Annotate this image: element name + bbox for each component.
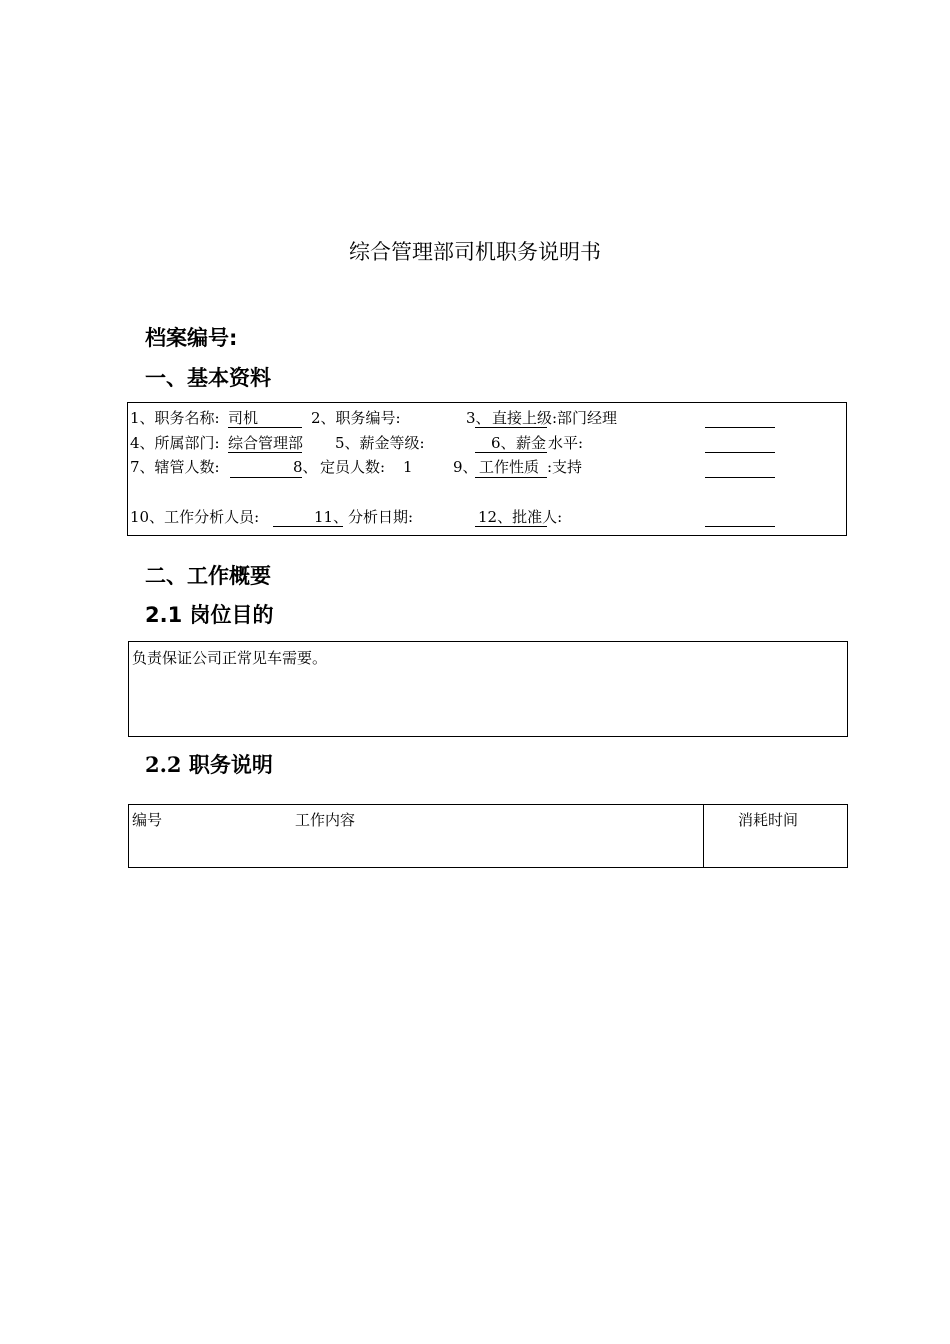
field-analyst-underline	[273, 526, 343, 527]
basic-info-box	[127, 402, 847, 536]
field-job-code-label: 2、职务编号:	[311, 409, 401, 427]
duty-table-header-time: 消耗时间	[738, 811, 799, 829]
field-salary-grade-label: 5、薪金等级:	[335, 434, 425, 452]
field-job-nature-value: :支持	[547, 458, 583, 476]
field-salary-level-number: 6、	[491, 434, 516, 452]
field-supervisor-value: :部门经理	[552, 409, 618, 427]
field-job-nature-label: 工作性质	[479, 458, 540, 476]
duty-table-column-divider	[703, 805, 704, 867]
field-analyst-label: 10、工作分析人员:	[130, 508, 260, 526]
field-blank-underline-2	[705, 452, 775, 453]
field-job-nature-number: 9、	[453, 458, 478, 476]
field-job-title-underline	[228, 427, 302, 428]
field-headcount-value: 1	[403, 458, 413, 476]
field-subordinates-underline	[230, 477, 302, 478]
archive-number-label: 档案编号:	[145, 326, 238, 350]
field-supervisor-underline	[475, 427, 547, 428]
field-department-underline	[228, 452, 302, 453]
field-blank-underline-3	[705, 477, 775, 478]
field-department-label: 4、所属部门:	[130, 434, 220, 452]
section-work-summary-heading: 二、工作概要	[145, 564, 271, 588]
duty-table-header-number: 编号	[132, 811, 163, 829]
field-job-title-value: 司机	[228, 409, 259, 427]
field-analysis-date-label: 分析日期:	[348, 508, 414, 526]
field-analysis-date-number: 11、	[314, 508, 349, 526]
field-headcount-number: 8、	[293, 458, 318, 476]
section-basic-info-heading: 一、基本资料	[145, 366, 271, 390]
field-blank-underline-4	[705, 526, 775, 527]
document-title: 综合管理部司机职务说明书	[349, 240, 601, 264]
position-purpose-text: 负责保证公司正常见车需要。	[132, 649, 328, 667]
section-duty-description-heading: 2.2 职务说明	[145, 752, 273, 777]
field-blank-underline-1	[705, 427, 775, 428]
field-headcount-label: 定员人数:	[320, 458, 386, 476]
field-job-nature-underline	[475, 477, 547, 478]
field-supervisor-number: 3、	[466, 409, 491, 427]
section-position-purpose-heading: 2.1 岗位目的	[145, 603, 274, 627]
field-salary-level-label-a: 薪金	[516, 434, 547, 452]
field-subordinates-label: 7、辖管人数:	[130, 458, 220, 476]
field-supervisor-label: 直接上级	[492, 409, 553, 427]
duty-table	[128, 804, 848, 868]
field-salary-level-label-b: 水平:	[548, 434, 584, 452]
field-approver-label: 12、批准人:	[478, 508, 563, 526]
field-department-value: 综合管理部	[228, 434, 304, 452]
position-purpose-box	[128, 641, 848, 737]
field-job-title-label: 1、职务名称:	[130, 409, 220, 427]
duty-table-header-content: 工作内容	[295, 811, 356, 829]
field-approver-underline	[475, 526, 547, 527]
field-salary-level-underline	[475, 452, 547, 453]
